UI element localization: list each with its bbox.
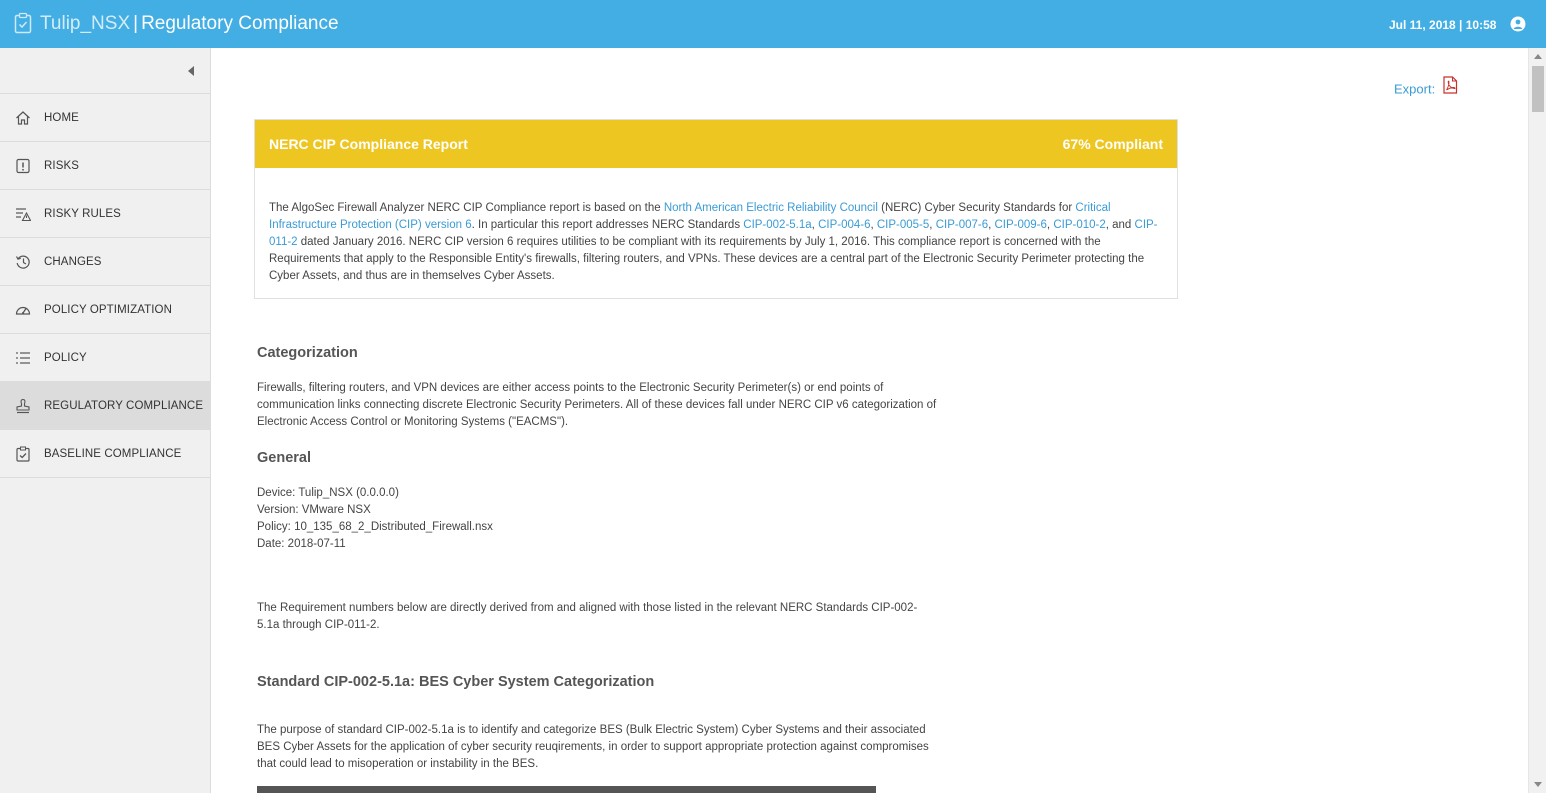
cip-011-link[interactable]: CIP-011-2 <box>269 219 1158 248</box>
scroll-down-icon[interactable] <box>1534 782 1542 787</box>
report-intro <box>269 200 1159 285</box>
export-control[interactable] <box>1394 80 1458 98</box>
sidebar-item-changes[interactable] <box>0 238 210 286</box>
report-summary-card <box>254 119 1178 299</box>
sidebar-item-label: BASELINE COMPLIANCE <box>44 448 182 460</box>
standard-text: The purpose of standard CIP-002-5.1a is to identify and categorize BES (Bulk Electric System) Cyber Systems and their associated BES Cyber Assets for the application of cyber security reuqirements, in order to support appropriate protection against compromises that could lead to misoperation or instability in the BES. <box>257 724 929 770</box>
cip-004-link[interactable]: CIP-004-6 <box>818 219 871 231</box>
clipboard-check-icon <box>14 12 32 34</box>
standard-heading: Standard CIP-002-5.1a: BES Cyber System Categorization <box>257 674 655 690</box>
home-icon <box>15 110 31 126</box>
risky-rules-icon <box>15 206 31 222</box>
intro-text: dated January 2016. NERC CIP version 6 requires utilities to be compliant with its requirements by July 1, 2016. This compliance report is concerned with the Requirements that apply to the Responsible Entity's firewalls, filtering routers, and VPNs. These devices are a central part of the Electronic Security Perimeter protecting the Cyber Assets, and thus are in themselves Cyber Assets. <box>269 236 1145 282</box>
sidebar-item-home[interactable] <box>0 94 210 142</box>
intro-text: . In particular this report addresses NERC Standards <box>471 219 744 231</box>
user-menu-icon[interactable] <box>1510 16 1526 32</box>
history-icon <box>15 254 31 270</box>
sidebar-item-label: RISKS <box>44 160 80 172</box>
sidebar-item-label: POLICY OPTIMIZATION <box>44 304 172 316</box>
report-title: NERC CIP Compliance Report <box>269 136 468 152</box>
vertical-scrollbar[interactable] <box>1528 48 1546 793</box>
checklist-icon <box>15 446 31 462</box>
top-bar <box>0 0 1546 48</box>
device-info: Device: Tulip_NSX (0.0.0.0) <box>257 487 399 499</box>
table-header-bar <box>257 786 876 793</box>
main-content <box>212 48 1528 793</box>
sidebar-item-policy-optimization[interactable] <box>0 286 210 334</box>
nerc-link[interactable]: North American Electric Reliability Council <box>663 202 878 214</box>
device-name[interactable]: Tulip_NSX <box>40 13 131 34</box>
intro-text: , <box>811 219 819 231</box>
page-name: Regulatory Compliance <box>141 13 339 34</box>
sidebar-item-label: HOME <box>44 112 79 124</box>
sidebar <box>0 48 211 793</box>
intro-text: , <box>929 219 936 231</box>
intro-text: , <box>1046 219 1054 231</box>
cip-002-link[interactable]: CIP-002-5.1a <box>743 219 812 231</box>
cip-005-link[interactable]: CIP-005-5 <box>876 219 930 231</box>
cip-v6-link[interactable]: Critical Infrastructure Protection (CIP) version 6 <box>269 202 1111 231</box>
exclamation-icon <box>15 158 31 174</box>
sidebar-item-baseline-compliance[interactable] <box>0 430 210 478</box>
list-icon <box>15 350 31 366</box>
report-header <box>255 120 1177 168</box>
version-info: Version: VMware NSX <box>257 504 371 516</box>
general-heading: General <box>257 450 311 466</box>
cip-009-link[interactable]: CIP-009-6 <box>994 219 1047 231</box>
intro-text: , <box>988 219 995 231</box>
general-info <box>257 485 937 553</box>
scroll-up-icon[interactable] <box>1534 54 1542 59</box>
sidebar-item-policy[interactable] <box>0 334 210 382</box>
sidebar-item-label: POLICY <box>44 352 87 364</box>
sidebar-nav <box>0 93 210 478</box>
cip-010-link[interactable]: CIP-010-2 <box>1053 219 1106 231</box>
requirements-note: The Requirement numbers below are directly derived from and aligned with those listed in the relevant NERC Standards CIP-002-5.1a through CIP-011-2. <box>257 602 918 631</box>
sidebar-item-label: CHANGES <box>44 256 102 268</box>
categorization-heading: Categorization <box>257 345 358 361</box>
collapse-sidebar-icon[interactable] <box>186 65 196 77</box>
scroll-thumb[interactable] <box>1532 66 1544 112</box>
pdf-icon[interactable] <box>1442 76 1458 94</box>
date-info: Date: 2018-07-11 <box>257 538 346 550</box>
sidebar-item-label: RISKY RULES <box>44 208 121 220</box>
sidebar-item-label: REGULATORY COMPLIANCE <box>44 400 204 412</box>
sidebar-item-risks[interactable] <box>0 142 210 190</box>
policy-info: Policy: 10_135_68_2_Distributed_Firewall.nsx <box>257 521 493 533</box>
stamp-icon <box>15 398 31 414</box>
title-separator: | <box>133 13 139 34</box>
datetime-label: Jul 11, 2018 | 10:58 <box>1389 18 1497 32</box>
categorization-text: Firewalls, filtering routers, and VPN devices are either access points to the Electronic Security Perimeter(s) or end points of communication links connecting discrete Electronic Security Perimeters. All of these devices fall under NERC CIP v6 categorization of Electronic Access Control or Monitoring Systems ("EACMS"). <box>257 382 937 428</box>
page-title <box>40 13 339 35</box>
intro-text: , <box>870 219 877 231</box>
sidebar-item-regulatory-compliance[interactable] <box>0 382 210 430</box>
sidebar-item-risky-rules[interactable] <box>0 190 210 238</box>
export-link[interactable]: Export: <box>1394 81 1436 97</box>
compliance-score: 67% Compliant <box>1062 136 1163 152</box>
intro-text: , and <box>1105 219 1135 231</box>
intro-text: The AlgoSec Firewall Analyzer NERC CIP Compliance report is based on the <box>269 202 664 214</box>
intro-text: (NERC) Cyber Security Standards for <box>877 202 1076 214</box>
speedometer-icon <box>15 302 31 318</box>
cip-007-link[interactable]: CIP-007-6 <box>935 219 989 231</box>
